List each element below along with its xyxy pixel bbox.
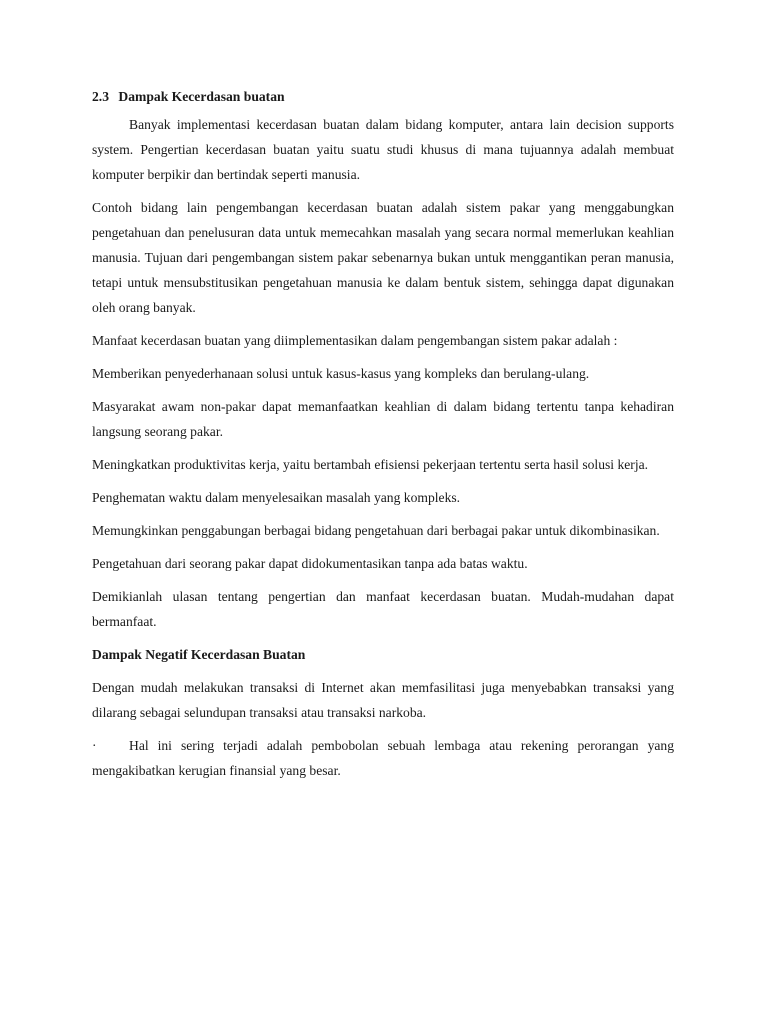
section-title: Dampak Kecerdasan buatan [118,89,285,104]
bullet-text: Hal ini sering terjadi adalah pembobolan sebuah lembaga atau rekening perorangan yang mengakibatkan kerugian finansial yang besar. [92,738,674,778]
negative-section-title: Dampak Negatif Kecerdasan Buatan [92,647,306,662]
paragraph-benefit-4: Penghematan waktu dalam menyelesaikan masalah yang kompleks. [92,490,461,505]
paragraph-benefit-1: Memberikan penyederhanaan solusi untuk kasus-kasus yang kompleks dan berulang-ulang. [92,366,590,381]
paragraph-intro: Banyak implementasi kecerdasan buatan dalam bidang komputer, antara lain decision supports system. Pengertian kecerdasan buatan yaitu suatu studi khusus di mana tujuannya adalah membuat komputer berpikir dan bertindak seperti manusia. [92,117,674,182]
section-number: 2.3 [92,89,109,104]
paragraph-closing: Demikianlah ulasan tentang pengertian dan manfaat kecerdasan buatan. Mudah-mudahan dapat bermanfaat. [92,589,674,629]
section-heading [92,86,674,108]
paragraph-benefits-intro: Manfaat kecerdasan buatan yang diimplementasikan dalam pengembangan sistem pakar adalah : [92,333,618,348]
document-page [92,86,674,791]
bullet-item [92,733,674,783]
paragraph-expert-system: Contoh bidang lain pengembangan kecerdasan buatan adalah sistem pakar yang menggabungkan pengetahuan dan penelusuran data untuk memecahkan masalah yang secara normal memerlukan keahlian manusia. Tujuan dari pengembangan sistem pakar sebenarnya bukan untuk menggantikan peran manusia, tetapi untuk mensubstitusikan pengetahuan manusia ke dalam bentuk sistem, sehingga dapat digunakan oleh orang banyak. [92,200,674,315]
paragraph-benefit-3: Meningkatkan produktivitas kerja, yaitu bertambah efisiensi pekerjaan tertentu serta hasil solusi kerja. [92,457,649,472]
paragraph-benefit-2: Masyarakat awam non-pakar dapat memanfaatkan keahlian di dalam bidang tertentu tanpa kehadiran langsung seorang pakar. [92,399,674,439]
paragraph-benefit-5: Memungkinkan penggabungan berbagai bidang pengetahuan dari berbagai pakar untuk dikombinasikan. [92,523,660,538]
bullet-marker: · [92,738,97,753]
paragraph-negative: Dengan mudah melakukan transaksi di Internet akan memfasilitasi juga menyebabkan transaksi yang dilarang sebagai selundupan transaksi atau transaksi narkoba. [92,680,674,720]
paragraph-benefit-6: Pengetahuan dari seorang pakar dapat didokumentasikan tanpa ada batas waktu. [92,556,528,571]
